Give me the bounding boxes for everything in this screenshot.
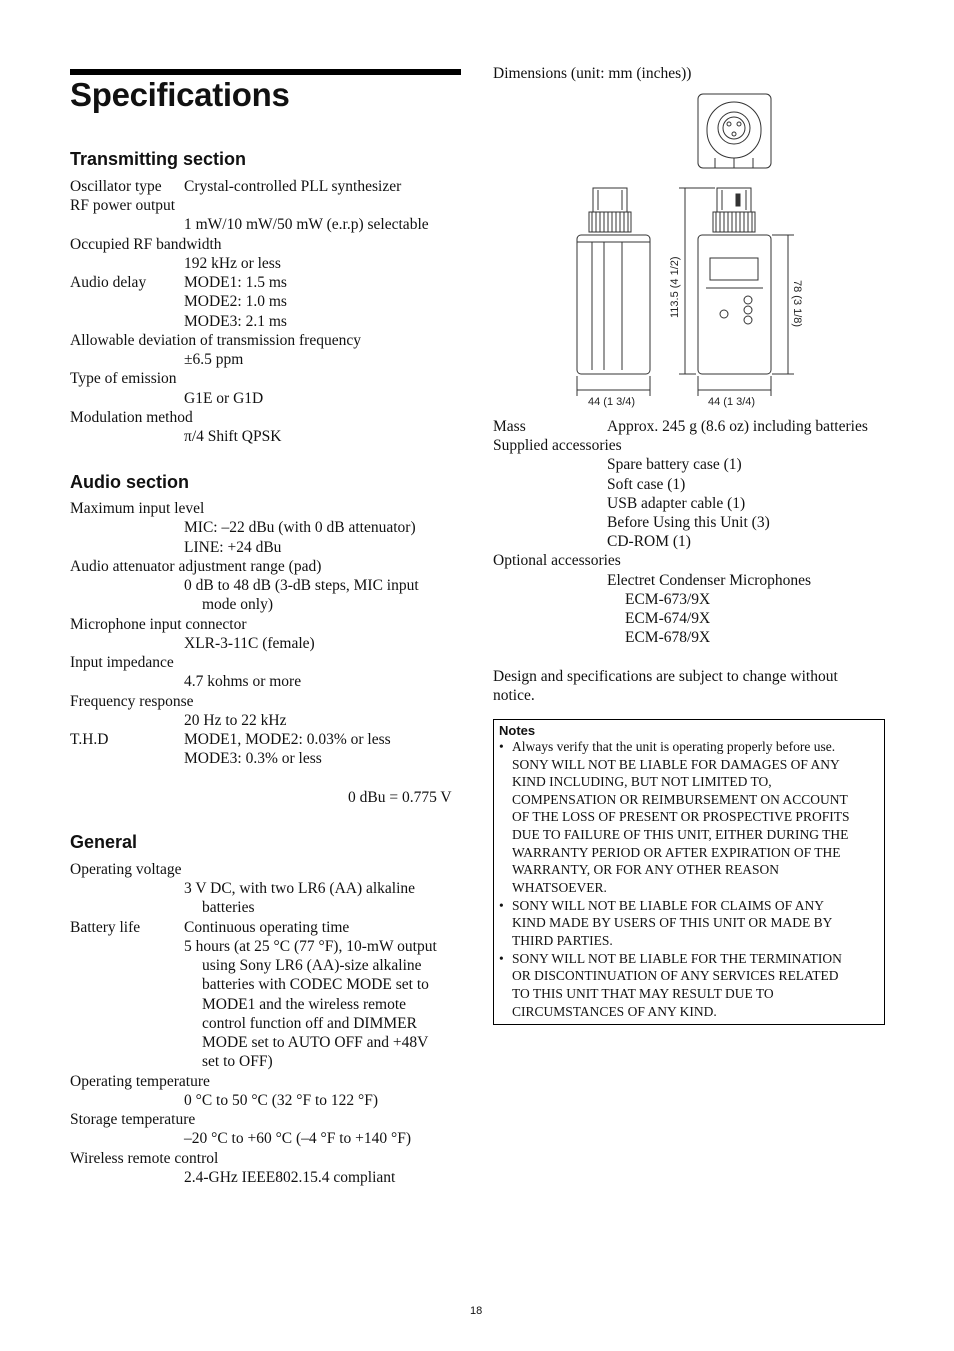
batt-label: Battery life [70,919,141,936]
dimensions-label: Dimensions (unit: mm (inches)) [493,65,692,82]
att-label: Audio attenuator adjustment range (pad) [70,558,322,575]
body-height-dim-label: 78 (3 1/8) [791,280,803,328]
note-line: OF THE LOSS OF PRESENT OR PROSPECTIVE PROFITS [512,809,850,824]
note-line: SONY WILL NOT BE LIABLE FOR CLAIMS OF ANY [512,898,825,913]
remote-value: 2.4-GHz IEEE802.15.4 compliant [184,1169,396,1186]
bullet-icon: • [499,898,504,913]
max-line: LINE: +24 dBu [184,539,282,556]
note-line: CIRCUMSTANCES OF ANY KIND. [512,1004,717,1019]
audio-heading: Audio section [70,472,190,492]
mass-label: Mass [493,418,526,435]
delay-mode2: MODE2: 1.0 ms [184,293,287,310]
thd-mode3: MODE3: 0.3% or less [184,750,322,767]
batt-line-7: MODE set to AUTO OFF and +48V [202,1034,429,1051]
osc-value: Crystal-controlled PLL synthesizer [184,178,402,195]
batt-line-5: MODE1 and the wireless remote [202,996,407,1013]
batt-line-4: batteries with CODEC MODE set to [202,976,429,993]
note-line: SONY WILL NOT BE LIABLE FOR DAMAGES OF ANY [512,757,840,772]
design-note-line-2: notice. [493,687,535,704]
notes-box [493,719,885,1025]
emission-label: Type of emission [70,370,177,387]
height-dim-label: 113.5 (4 1/2) [669,256,681,318]
delay-mode1: MODE1: 1.5 ms [184,274,287,291]
width-left-dim-label: 44 (1 3/4) [588,396,636,408]
dev-value: ±6.5 ppm [184,351,244,368]
max-label: Maximum input level [70,500,205,517]
thd-mode12: MODE1, MODE2: 0.03% or less [184,731,391,748]
mod-value: π/4 Shift QPSK [184,428,282,445]
note-line: COMPENSATION OR REIMBURSEMENT ON ACCOUNT [512,792,848,807]
supplied-item: CD-ROM (1) [607,533,691,550]
optemp-label: Operating temperature [70,1073,210,1090]
note-line: OR DISCONTINUATION OF ANY SERVICES RELATED [512,968,839,983]
note-line: SONY WILL NOT BE LIABLE FOR THE TERMINATION [512,951,842,966]
optional-model: ECM-673/9X [625,591,711,608]
transmitting-heading: Transmitting section [70,149,247,169]
general-heading: General [70,832,138,852]
volt-label: Operating voltage [70,861,182,878]
bullet-icon: • [499,739,504,754]
note-line: KIND MADE BY USERS OF THIS UNIT OR MADE BY [512,915,833,930]
bw-value: 192 kHz or less [184,255,281,272]
optional-model: ECM-674/9X [625,610,711,627]
bullet-icon: • [499,951,504,966]
mod-label: Modulation method [70,409,193,426]
volt-value-2: batteries [202,899,255,916]
supplied-label: Supplied accessories [493,437,622,454]
mass-value: Approx. 245 g (8.6 oz) including batteries [607,418,868,435]
delay-label: Audio delay [70,274,147,291]
sttemp-label: Storage temperature [70,1111,196,1128]
note-line: KIND INCLUDING, BUT NOT LIMITED TO, [512,774,772,789]
batt-line-2: 5 hours (at 25 °C (77 °F), 10-mW output [184,938,437,955]
page-title: Specifications [70,76,290,113]
conn-value: XLR-3-11C (female) [184,635,315,652]
note-line: THIRD PARTIES. [512,933,613,948]
freq-value: 20 Hz to 22 kHz [184,712,287,729]
batt-line-3: using Sony LR6 (AA)-size alkaline [202,957,422,974]
side-view [577,188,650,374]
top-view-outline [698,94,771,168]
imp-label: Input impedance [70,654,174,671]
sttemp-value: –20 °C to +60 °C (–4 °F to +140 °F) [184,1130,412,1147]
imp-value: 4.7 kohms or more [184,673,302,690]
optional-label: Optional accessories [493,552,621,569]
volt-value-1: 3 V DC, with two LR6 (AA) alkaline [184,880,416,897]
conn-label: Microphone input connector [70,616,247,633]
notes-title: Notes [499,723,536,738]
remote-label: Wireless remote control [70,1150,219,1167]
thd-label: T.H.D [70,731,109,748]
width-right-dim-label: 44 (1 3/4) [708,396,756,408]
rf-label: RF power output [70,197,176,214]
rf-value: 1 mW/10 mW/50 mW (e.r.p) selectable [184,216,429,233]
note-line: WARRANTY, OR FOR ANY OTHER REASON [512,862,780,877]
optemp-value: 0 °C to 50 °C (32 °F to 122 °F) [184,1092,379,1109]
dev-label: Allowable deviation of transmission frequency [70,332,361,349]
note-line: Always verify that the unit is operating properly before use. [512,739,836,754]
batt-line-8: set to OFF) [202,1053,273,1070]
note-line: TO THIS UNIT THAT MAY RESULT DUE TO [512,986,774,1001]
att-value-2: mode only) [202,596,274,613]
dbu-note: 0 dBu = 0.775 V [348,789,452,806]
top-view-connector [707,102,761,158]
delay-mode3: MODE3: 2.1 ms [184,313,287,330]
supplied-item: Soft case (1) [607,476,686,493]
supplied-item: Spare battery case (1) [607,456,742,473]
note-line: WARRANTY PERIOD OR AFTER EXPIRATION OF THE [512,845,841,860]
optional-mic-label: Electret Condenser Microphones [607,572,812,589]
osc-label: Oscillator type [70,178,162,195]
note-line: WHATSOEVER. [512,880,607,895]
bw-label: Occupied RF bandwidth [70,236,222,253]
batt-line-6: control function off and DIMMER [202,1015,417,1032]
front-view [698,188,771,374]
dimensions-drawing [560,90,820,410]
supplied-item: Before Using this Unit (3) [607,514,770,531]
note-line: DUE TO FAILURE OF THIS UNIT, EITHER DURING THE [512,827,849,842]
batt-line-1: Continuous operating time [184,919,350,936]
emission-value: G1E or G1D [184,390,264,407]
att-value-1: 0 dB to 48 dB (3-dB steps, MIC input [184,577,419,594]
optional-model: ECM-678/9X [625,629,711,646]
max-mic: MIC: –22 dBu (with 0 dB attenuator) [184,519,416,536]
design-note-line-1: Design and specifications are subject to change without [493,668,838,685]
supplied-item: USB adapter cable (1) [607,495,746,512]
title-rule [70,69,461,75]
page-number: 18 [470,1305,483,1317]
freq-label: Frequency response [70,693,194,710]
